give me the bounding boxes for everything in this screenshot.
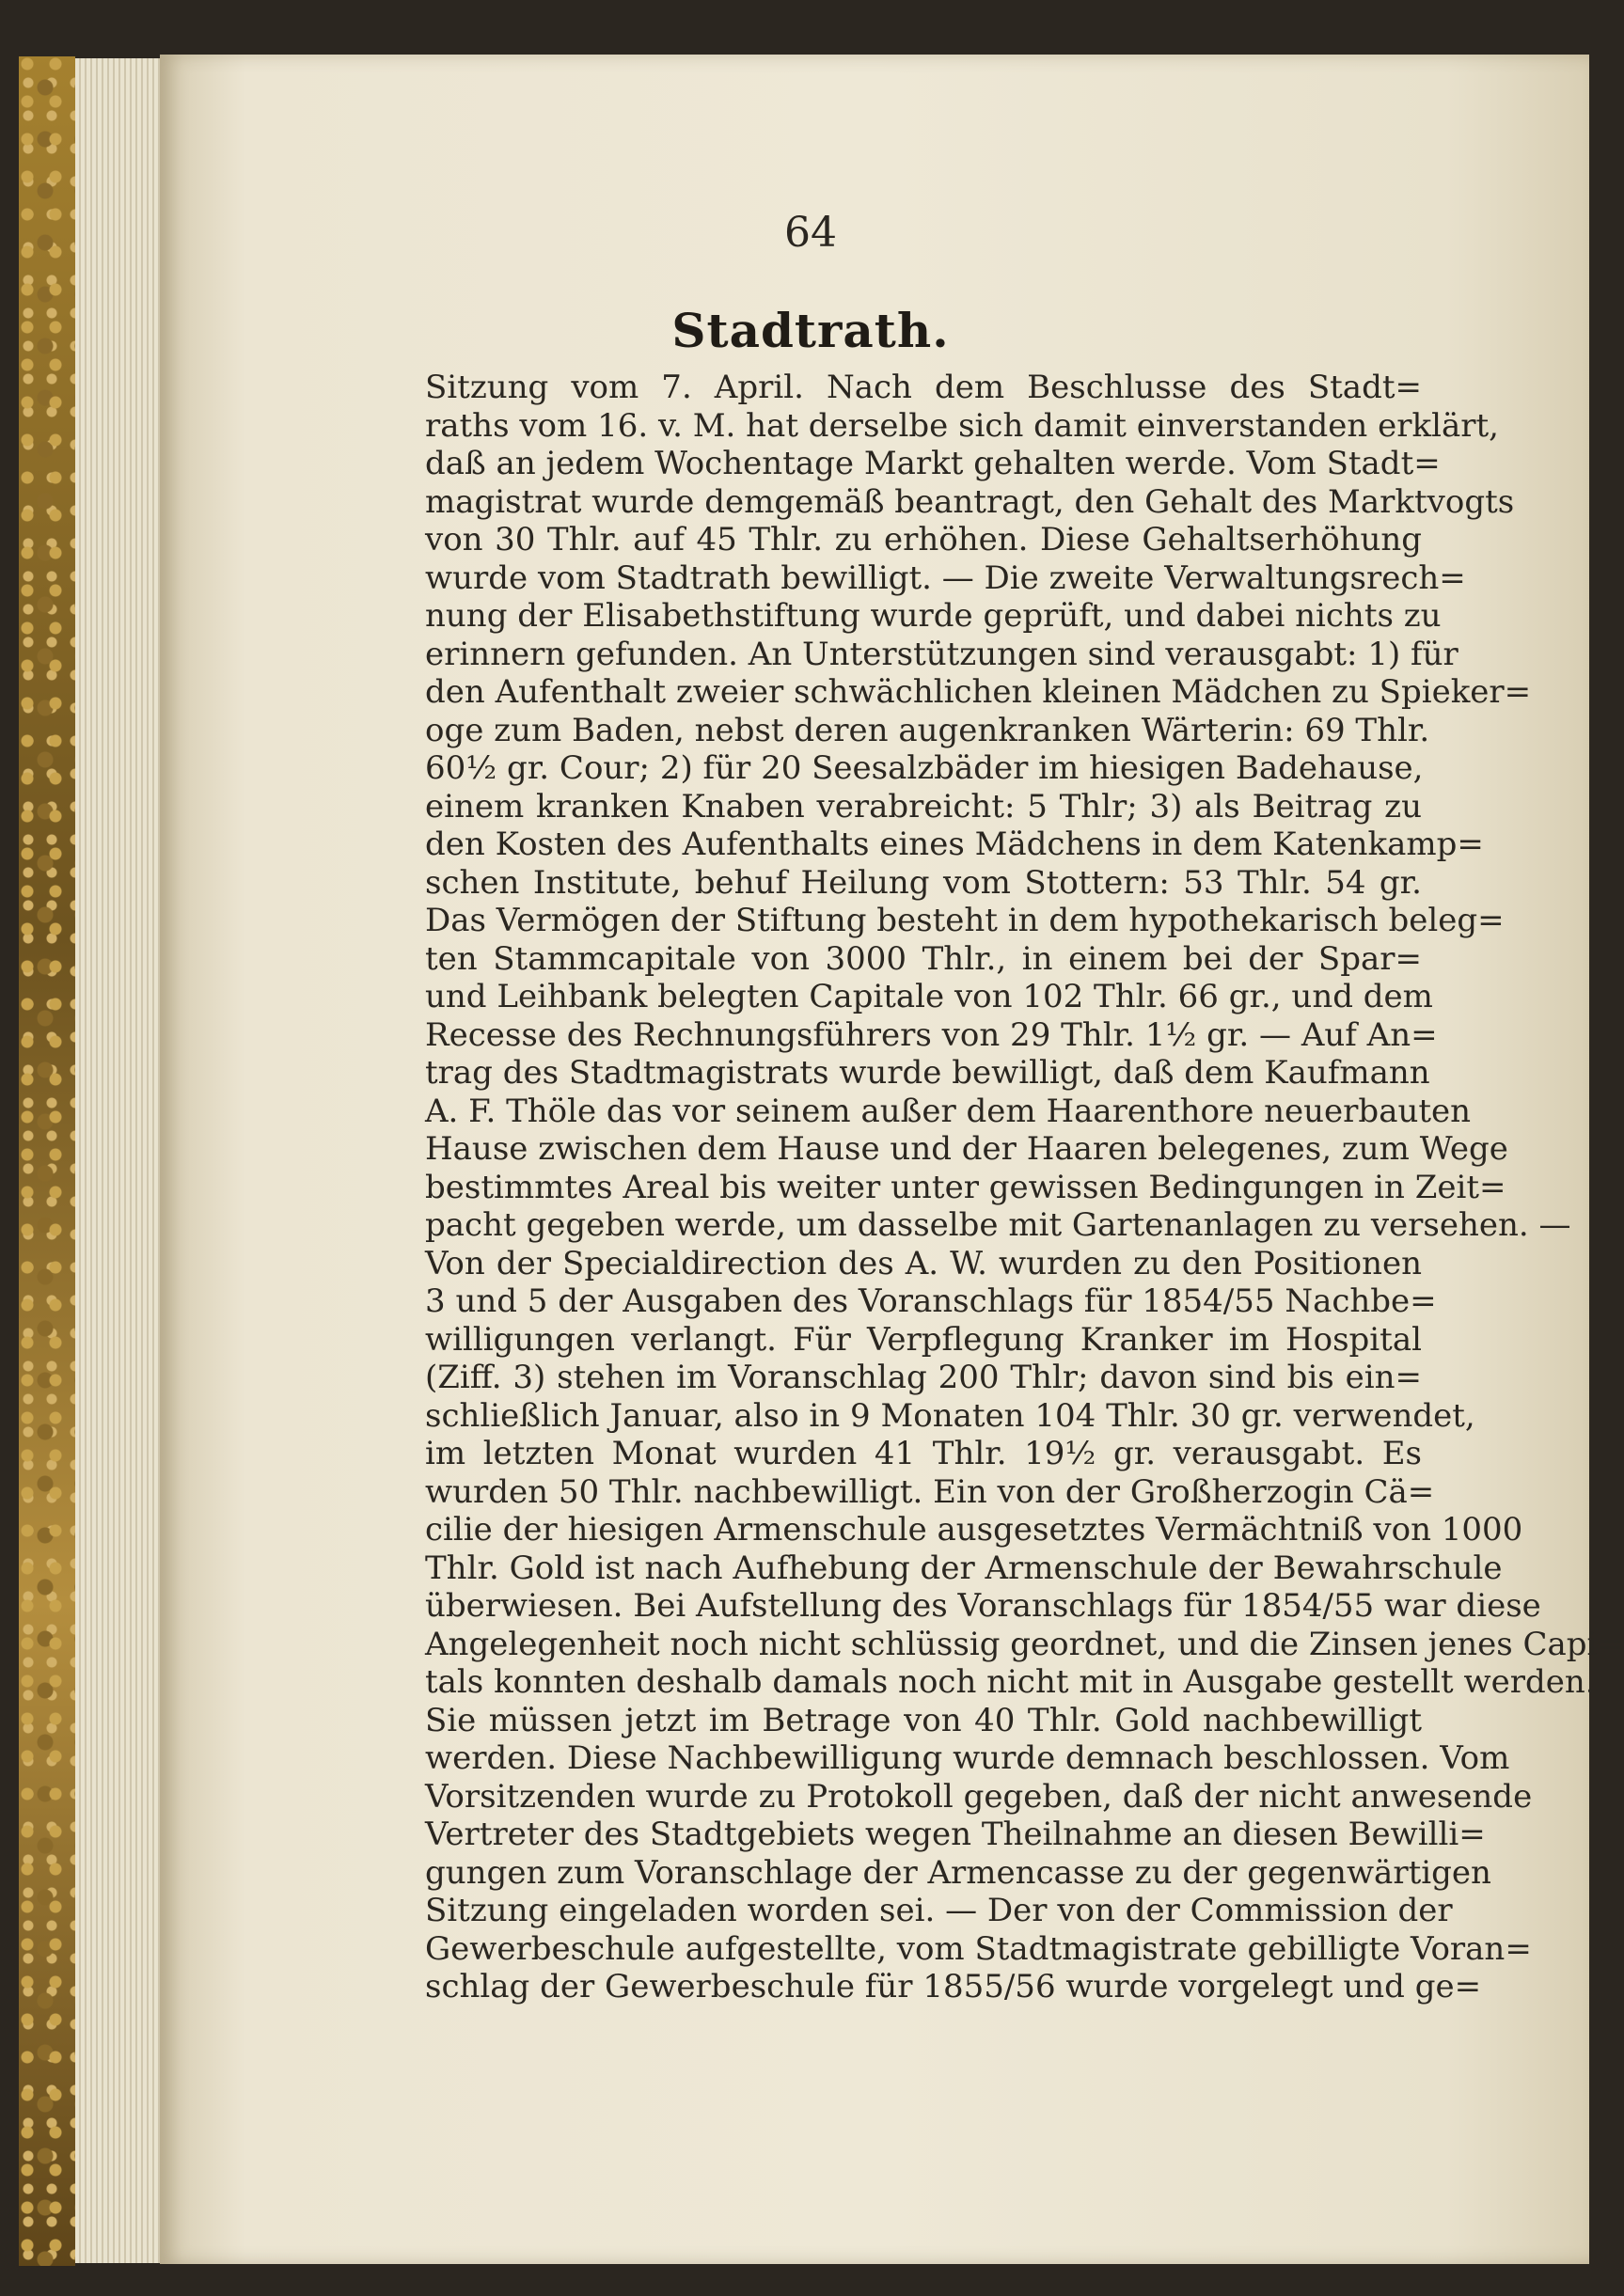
text-line: (Ziff. 3) stehen im Voranschlag 200 Thlr; davon sind bis ein= xyxy=(425,1359,1422,1396)
text-line: im letzten Monat wurden 41 Thlr. 19½ gr. verausgabt. Es xyxy=(425,1435,1422,1472)
text-line: Thlr. Gold ist nach Aufhebung der Armenschule der Bewahrschule xyxy=(425,1549,1503,1587)
text-line: 60½ gr. Cour; 2) für 20 Seesalzbäder im hiesigen Badehause, xyxy=(425,749,1424,787)
text-line: Vertreter des Stadtgebiets wegen Theilnahme an diesen Bewilli= xyxy=(425,1816,1486,1853)
text-line: erinnern gefunden. An Unterstützungen sind verausgabt: 1) für xyxy=(425,635,1458,673)
text-line: Das Vermögen der Stiftung besteht in dem hypothekarisch beleg= xyxy=(425,902,1505,939)
text-line: ten Stammcapitale von 3000 Thlr., in einem bei der Spar= xyxy=(425,939,1422,978)
text-line: einem kranken Knaben verabreicht: 5 Thlr; 3) als Beitrag zu xyxy=(425,787,1422,826)
text-line: schen Institute, behuf Heilung vom Stottern: 53 Thlr. 54 gr. xyxy=(425,863,1422,902)
text-line: trag des Stadtmagistrats wurde bewilligt, daß dem Kaufmann xyxy=(425,1054,1430,1092)
page-number: 64 xyxy=(784,209,837,257)
text-line: willigungen verlangt. Für Verpflegung Kranker im Hospital xyxy=(425,1320,1422,1359)
text-line: raths vom 16. v. M. hat derselbe sich damit einverstanden erklärt, xyxy=(425,406,1499,445)
text-line: schließlich Januar, also in 9 Monaten 104 Thlr. 30 gr. verwendet, xyxy=(425,1396,1475,1435)
text-line: und Leihbank belegten Capitale von 102 Thlr. 66 gr., und dem xyxy=(425,978,1433,1015)
text-line: oge zum Baden, nebst deren augenkranken Wärterin: 69 Thlr. xyxy=(425,711,1430,749)
text-line: Angelegenheit noch nicht schlüssig geordnet, und die Zinsen jenes Capi= xyxy=(425,1625,1624,1663)
text-line: schlag der Gewerbeschule für 1855/56 wurde vorgelegt und ge= xyxy=(425,1968,1482,2005)
text-line: tals konnten deshalb damals noch nicht mit in Ausgabe gestellt werden. xyxy=(425,1663,1596,1701)
text-line: Sie müssen jetzt im Betrage von 40 Thlr. Gold nachbewilligt xyxy=(425,1701,1422,1739)
text-line: gungen zum Voranschlage der Armencasse zu der gegenwärtigen xyxy=(425,1853,1491,1892)
text-line: Hause zwischen dem Hause und der Haaren belegenes, zum Wege xyxy=(425,1130,1508,1168)
body-text xyxy=(425,369,1624,2006)
text-line: wurden 50 Thlr. nachbewilligt. Ein von der Großherzogin Cä= xyxy=(425,1472,1435,1511)
text-line: pacht gegeben werde, um dasselbe mit Gartenanlagen zu versehen. — xyxy=(425,1206,1571,1244)
text-line: A. F. Thöle das vor seinem außer dem Haarenthore neuerbauten xyxy=(425,1092,1472,1130)
text-line: wurde vom Stadtrath bewilligt. — Die zweite Verwaltungsrech= xyxy=(425,558,1466,597)
text-line: bestimmtes Areal bis weiter unter gewissen Bedingungen in Zeit= xyxy=(425,1168,1506,1206)
text-line: Vorsitzenden wurde zu Protokoll gegeben, daß der nicht anwesende xyxy=(425,1777,1533,1816)
text-line: überwiesen. Bei Aufstellung des Voranschlags für 1854/55 war diese xyxy=(425,1587,1541,1625)
text-line: magistrat wurde demgemäß beantragt, den Gehalt des Marktvogts xyxy=(425,482,1515,521)
text-line: Gewerbeschule aufgestellte, vom Stadtmagistrate gebilligte Voran= xyxy=(425,1929,1532,1968)
text-line: den Aufenthalt zweier schwächlichen kleinen Mädchen zu Spieker= xyxy=(425,673,1532,711)
text-line: Recesse des Rechnungsführers von 29 Thlr. 1½ gr. — Auf An= xyxy=(425,1015,1438,1054)
text-line: 3 und 5 der Ausgaben des Voranschlags für 1854/55 Nachbe= xyxy=(425,1282,1437,1320)
text-line: Sitzung eingeladen worden sei. — Der von der Commission der xyxy=(425,1892,1453,1929)
marbled-cover-edge xyxy=(19,56,75,2266)
text-line: Von der Specialdirection des A. W. wurden zu den Positionen xyxy=(425,1244,1422,1282)
text-line: von 30 Thlr. auf 45 Thlr. zu erhöhen. Diese Gehaltserhöhung xyxy=(425,521,1422,558)
text-line: Sitzung vom 7. April. Nach dem Beschlusse des Stadt= xyxy=(425,369,1422,406)
page-stack-edges xyxy=(75,58,169,2263)
text-line: den Kosten des Aufenthalts eines Mädchens in dem Katenkamp= xyxy=(425,826,1484,863)
text-line: daß an jedem Wochentage Markt gehalten werde. Vom Stadt= xyxy=(425,445,1441,482)
text-line: nung der Elisabethstiftung wurde geprüft, und dabei nichts zu xyxy=(425,597,1442,635)
text-line: werden. Diese Nachbewilligung wurde demnach beschlossen. Vom xyxy=(425,1739,1510,1777)
section-heading: Stadtrath. xyxy=(671,303,950,358)
text-line: cilie der hiesigen Armenschule ausgesetztes Vermächtniß von 1000 xyxy=(425,1511,1523,1549)
